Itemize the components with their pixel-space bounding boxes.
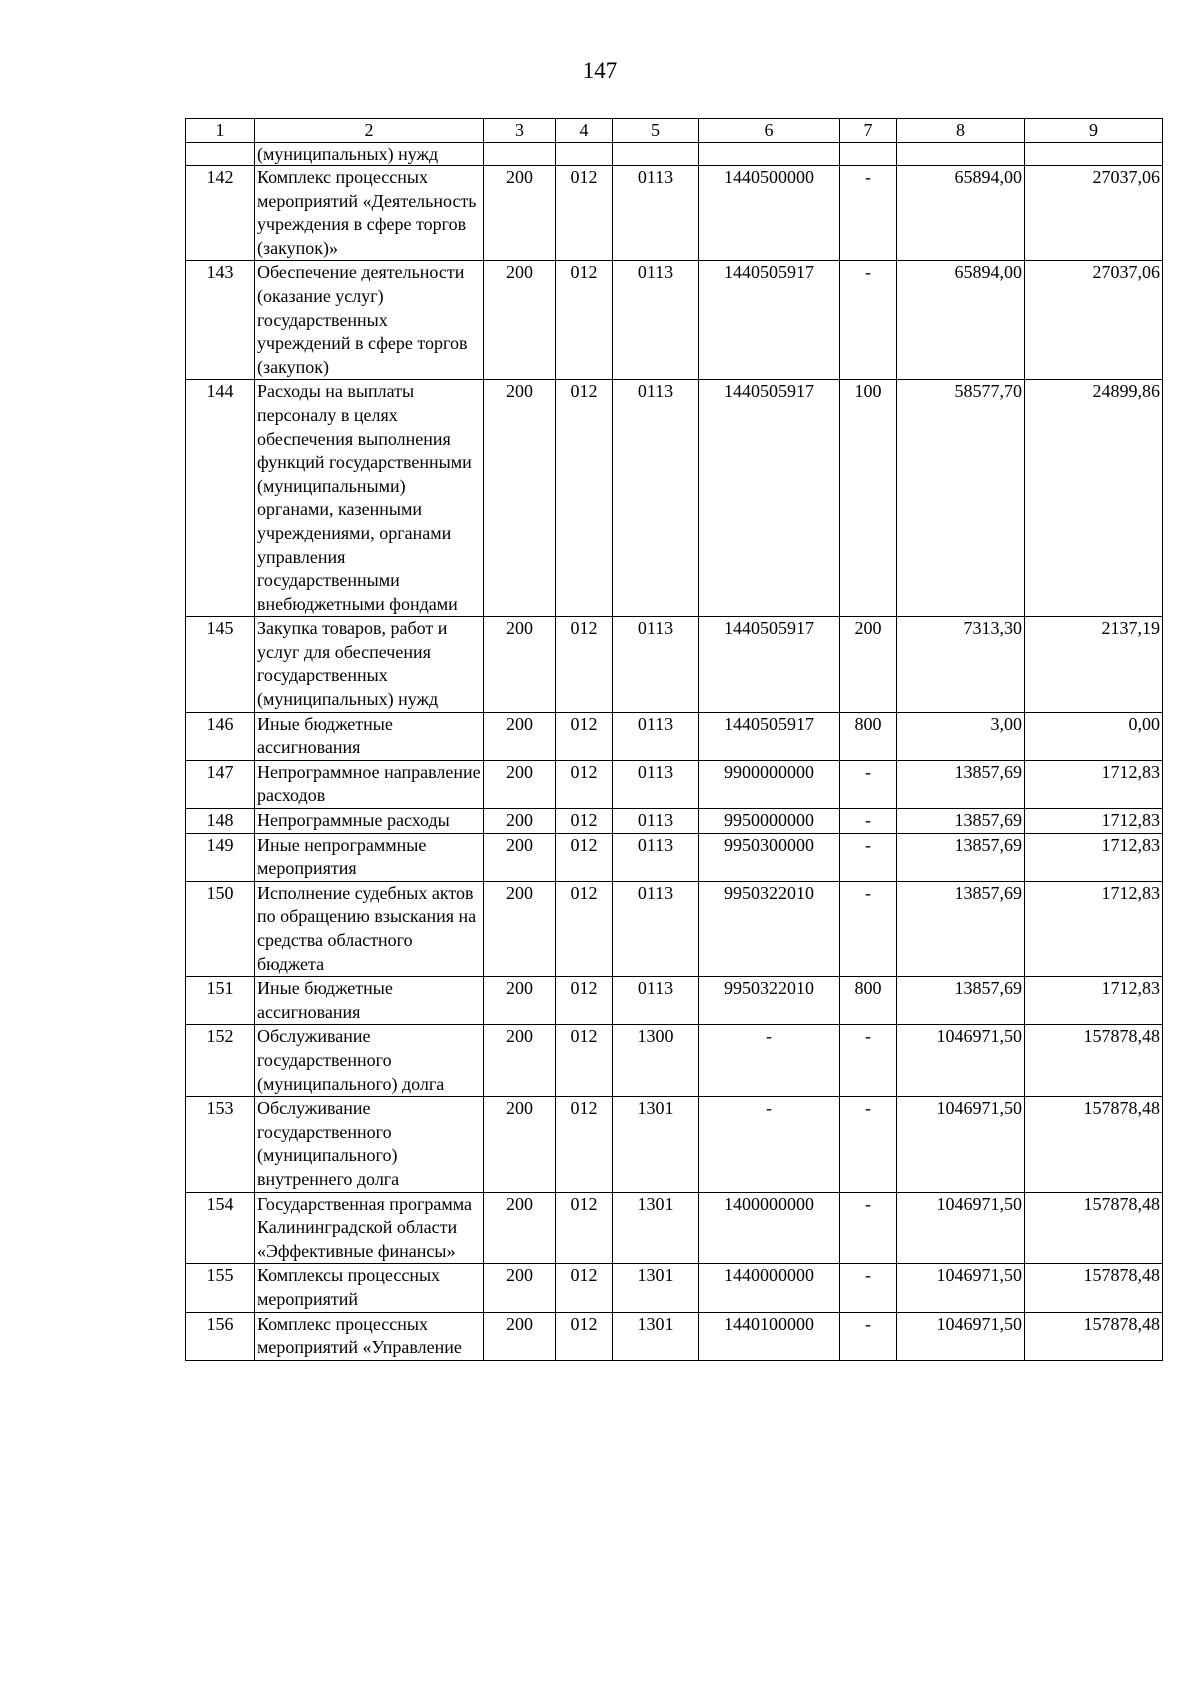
amount-cell: 2137,19	[1025, 617, 1163, 712]
row-number-cell: 155	[186, 1264, 255, 1312]
column-header: 5	[613, 119, 699, 143]
code-cell: 200	[484, 977, 556, 1025]
subsection-cell: 0113	[613, 809, 699, 834]
amount-cell: 1046971,50	[897, 1097, 1025, 1192]
target-article-cell: 9950322010	[699, 881, 840, 976]
code-cell: 200	[484, 380, 556, 617]
expense-type-cell: 200	[840, 617, 897, 712]
subsection-cell: 1301	[613, 1264, 699, 1312]
item-name-cell: Иные непрограммные мероприятия	[255, 833, 484, 881]
subsection-cell: 0113	[613, 833, 699, 881]
amount-cell: 58577,70	[897, 380, 1025, 617]
amount-cell: 1712,83	[1025, 977, 1163, 1025]
code-cell: 200	[484, 1264, 556, 1312]
table-row	[186, 1192, 1163, 1264]
section-cell: 012	[556, 1264, 613, 1312]
subsection-cell: 0113	[613, 881, 699, 976]
row-number-cell: 152	[186, 1025, 255, 1097]
amount-cell: 1046971,50	[897, 1264, 1025, 1312]
subsection-cell: 1301	[613, 1192, 699, 1264]
section-cell: 012	[556, 261, 613, 380]
table-row	[186, 1312, 1163, 1360]
page-number: 147	[582, 58, 618, 83]
amount-cell: 1046971,50	[897, 1025, 1025, 1097]
column-header: 6	[699, 119, 840, 143]
expense-type-cell	[840, 143, 897, 166]
subsection-cell: 0113	[613, 166, 699, 261]
section-cell: 012	[556, 881, 613, 976]
amount-cell: 1712,83	[1025, 833, 1163, 881]
row-number-cell: 142	[186, 166, 255, 261]
expense-type-cell: -	[840, 261, 897, 380]
expense-type-cell: 800	[840, 712, 897, 760]
column-header: 8	[897, 119, 1025, 143]
table-row	[186, 977, 1163, 1025]
target-article-cell: -	[699, 1025, 840, 1097]
column-header: 7	[840, 119, 897, 143]
target-article-cell: 9950322010	[699, 977, 840, 1025]
column-header: 9	[1025, 119, 1163, 143]
amount-cell: 13857,69	[897, 760, 1025, 808]
amount-cell: 7313,30	[897, 617, 1025, 712]
table-row	[186, 760, 1163, 808]
amount-cell: 157878,48	[1025, 1312, 1163, 1360]
table-row	[186, 881, 1163, 976]
subsection-cell: 1301	[613, 1097, 699, 1192]
amount-cell: 13857,69	[897, 833, 1025, 881]
expense-type-cell: -	[840, 1025, 897, 1097]
section-cell	[556, 143, 613, 166]
row-number-cell: 144	[186, 380, 255, 617]
target-article-cell: 9950000000	[699, 809, 840, 834]
expense-type-cell: -	[840, 166, 897, 261]
target-article-cell: 1440505917	[699, 617, 840, 712]
row-number-cell: 153	[186, 1097, 255, 1192]
table-row	[186, 261, 1163, 380]
table-row	[186, 712, 1163, 760]
section-cell: 012	[556, 1097, 613, 1192]
code-cell: 200	[484, 712, 556, 760]
row-number-cell: 150	[186, 881, 255, 976]
section-cell: 012	[556, 809, 613, 834]
expense-type-cell: 100	[840, 380, 897, 617]
code-cell: 200	[484, 809, 556, 834]
expense-type-cell: -	[840, 1192, 897, 1264]
target-article-cell: 1440505917	[699, 712, 840, 760]
amount-cell: 157878,48	[1025, 1097, 1163, 1192]
target-article-cell: 9900000000	[699, 760, 840, 808]
section-cell: 012	[556, 1312, 613, 1360]
row-number-cell: 145	[186, 617, 255, 712]
row-number-cell: 151	[186, 977, 255, 1025]
table-row	[186, 380, 1163, 617]
expense-type-cell: -	[840, 760, 897, 808]
amount-cell: 27037,06	[1025, 166, 1163, 261]
item-name-cell: Расходы на выплаты персоналу в целях обеспечения выполнения функций государственными (муниципальными) органами, казенными учреждениями, органами управления государственными внебюджетными фондами	[255, 380, 484, 617]
subsection-cell: 0113	[613, 617, 699, 712]
table-row	[186, 1025, 1163, 1097]
subsection-cell: 0113	[613, 712, 699, 760]
section-cell: 012	[556, 166, 613, 261]
item-name-cell: Комплексы процессных мероприятий	[255, 1264, 484, 1312]
amount-cell: 13857,69	[897, 809, 1025, 834]
expense-type-cell: 800	[840, 977, 897, 1025]
table-row	[186, 809, 1163, 834]
subsection-cell: 0113	[613, 261, 699, 380]
item-name-cell: Непрограммные расходы	[255, 809, 484, 834]
item-name-cell: (муниципальных) нужд	[255, 143, 484, 166]
item-name-cell: Иные бюджетные ассигнования	[255, 712, 484, 760]
row-number-cell	[186, 143, 255, 166]
row-number-cell: 149	[186, 833, 255, 881]
target-article-cell	[699, 143, 840, 166]
column-header: 4	[556, 119, 613, 143]
row-number-cell: 156	[186, 1312, 255, 1360]
row-number-cell: 148	[186, 809, 255, 834]
amount-cell: 1712,83	[1025, 881, 1163, 976]
amount-cell: 24899,86	[1025, 380, 1163, 617]
code-cell: 200	[484, 1192, 556, 1264]
code-cell: 200	[484, 1312, 556, 1360]
target-article-cell: 9950300000	[699, 833, 840, 881]
item-name-cell: Закупка товаров, работ и услуг для обеспечения государственных (муниципальных) нужд	[255, 617, 484, 712]
amount-cell: 65894,00	[897, 261, 1025, 380]
code-cell: 200	[484, 166, 556, 261]
code-cell	[484, 143, 556, 166]
subsection-cell: 1300	[613, 1025, 699, 1097]
item-name-cell: Исполнение судебных актов по обращению взыскания на средства областного бюджета	[255, 881, 484, 976]
item-name-cell: Комплекс процессных мероприятий «Управление	[255, 1312, 484, 1360]
section-cell: 012	[556, 977, 613, 1025]
subsection-cell: 0113	[613, 760, 699, 808]
column-header: 1	[186, 119, 255, 143]
table-row	[186, 833, 1163, 881]
subsection-cell	[613, 143, 699, 166]
table-row	[186, 1097, 1163, 1192]
amount-cell: 27037,06	[1025, 261, 1163, 380]
target-article-cell: 1400000000	[699, 1192, 840, 1264]
item-name-cell: Непрограммное направление расходов	[255, 760, 484, 808]
amount-cell: 157878,48	[1025, 1192, 1163, 1264]
section-cell: 012	[556, 380, 613, 617]
section-cell: 012	[556, 760, 613, 808]
subsection-cell: 0113	[613, 380, 699, 617]
amount-cell: 3,00	[897, 712, 1025, 760]
target-article-cell: 1440100000	[699, 1312, 840, 1360]
row-number-cell: 143	[186, 261, 255, 380]
target-article-cell: 1440000000	[699, 1264, 840, 1312]
section-cell: 012	[556, 1025, 613, 1097]
expense-type-cell: -	[840, 1097, 897, 1192]
code-cell: 200	[484, 1097, 556, 1192]
section-cell: 012	[556, 712, 613, 760]
amount-cell: 0,00	[1025, 712, 1163, 760]
table-row	[186, 617, 1163, 712]
column-header: 2	[255, 119, 484, 143]
header-row	[186, 119, 1163, 143]
item-name-cell: Обслуживание государственного (муниципального) внутреннего долга	[255, 1097, 484, 1192]
amount-cell: 1046971,50	[897, 1312, 1025, 1360]
amount-cell: 1712,83	[1025, 760, 1163, 808]
amount-cell: 157878,48	[1025, 1025, 1163, 1097]
amount-cell: 13857,69	[897, 977, 1025, 1025]
target-article-cell: 1440500000	[699, 166, 840, 261]
section-cell: 012	[556, 617, 613, 712]
item-name-cell: Обслуживание государственного (муниципального) долга	[255, 1025, 484, 1097]
amount-cell: 1712,83	[1025, 809, 1163, 834]
row-number-cell: 147	[186, 760, 255, 808]
code-cell: 200	[484, 261, 556, 380]
section-cell: 012	[556, 1192, 613, 1264]
target-article-cell: 1440505917	[699, 380, 840, 617]
expense-type-cell: -	[840, 1312, 897, 1360]
code-cell: 200	[484, 881, 556, 976]
code-cell: 200	[484, 1025, 556, 1097]
table-row	[186, 1264, 1163, 1312]
expense-type-cell: -	[840, 833, 897, 881]
section-cell: 012	[556, 833, 613, 881]
subsection-cell: 1301	[613, 1312, 699, 1360]
target-article-cell: 1440505917	[699, 261, 840, 380]
item-name-cell: Обеспечение деятельности (оказание услуг) государственных учреждений в сфере торгов (закупок)	[255, 261, 484, 380]
code-cell: 200	[484, 833, 556, 881]
amount-cell: 13857,69	[897, 881, 1025, 976]
budget-table	[185, 118, 1163, 1361]
code-cell: 200	[484, 617, 556, 712]
target-article-cell: -	[699, 1097, 840, 1192]
expense-type-cell: -	[840, 809, 897, 834]
item-name-cell: Иные бюджетные ассигнования	[255, 977, 484, 1025]
subsection-cell: 0113	[613, 977, 699, 1025]
amount-cell: 157878,48	[1025, 1264, 1163, 1312]
row-number-cell: 146	[186, 712, 255, 760]
amount-cell	[897, 143, 1025, 166]
continuation-row	[186, 143, 1163, 166]
amount-cell: 65894,00	[897, 166, 1025, 261]
item-name-cell: Государственная программа Калининградской области «Эффективные финансы»	[255, 1192, 484, 1264]
row-number-cell: 154	[186, 1192, 255, 1264]
expense-type-cell: -	[840, 881, 897, 976]
code-cell: 200	[484, 760, 556, 808]
item-name-cell: Комплекс процессных мероприятий «Деятельность учреждения в сфере торгов (закупок)»	[255, 166, 484, 261]
expense-type-cell: -	[840, 1264, 897, 1312]
column-header: 3	[484, 119, 556, 143]
amount-cell	[1025, 143, 1163, 166]
amount-cell: 1046971,50	[897, 1192, 1025, 1264]
table-row	[186, 166, 1163, 261]
